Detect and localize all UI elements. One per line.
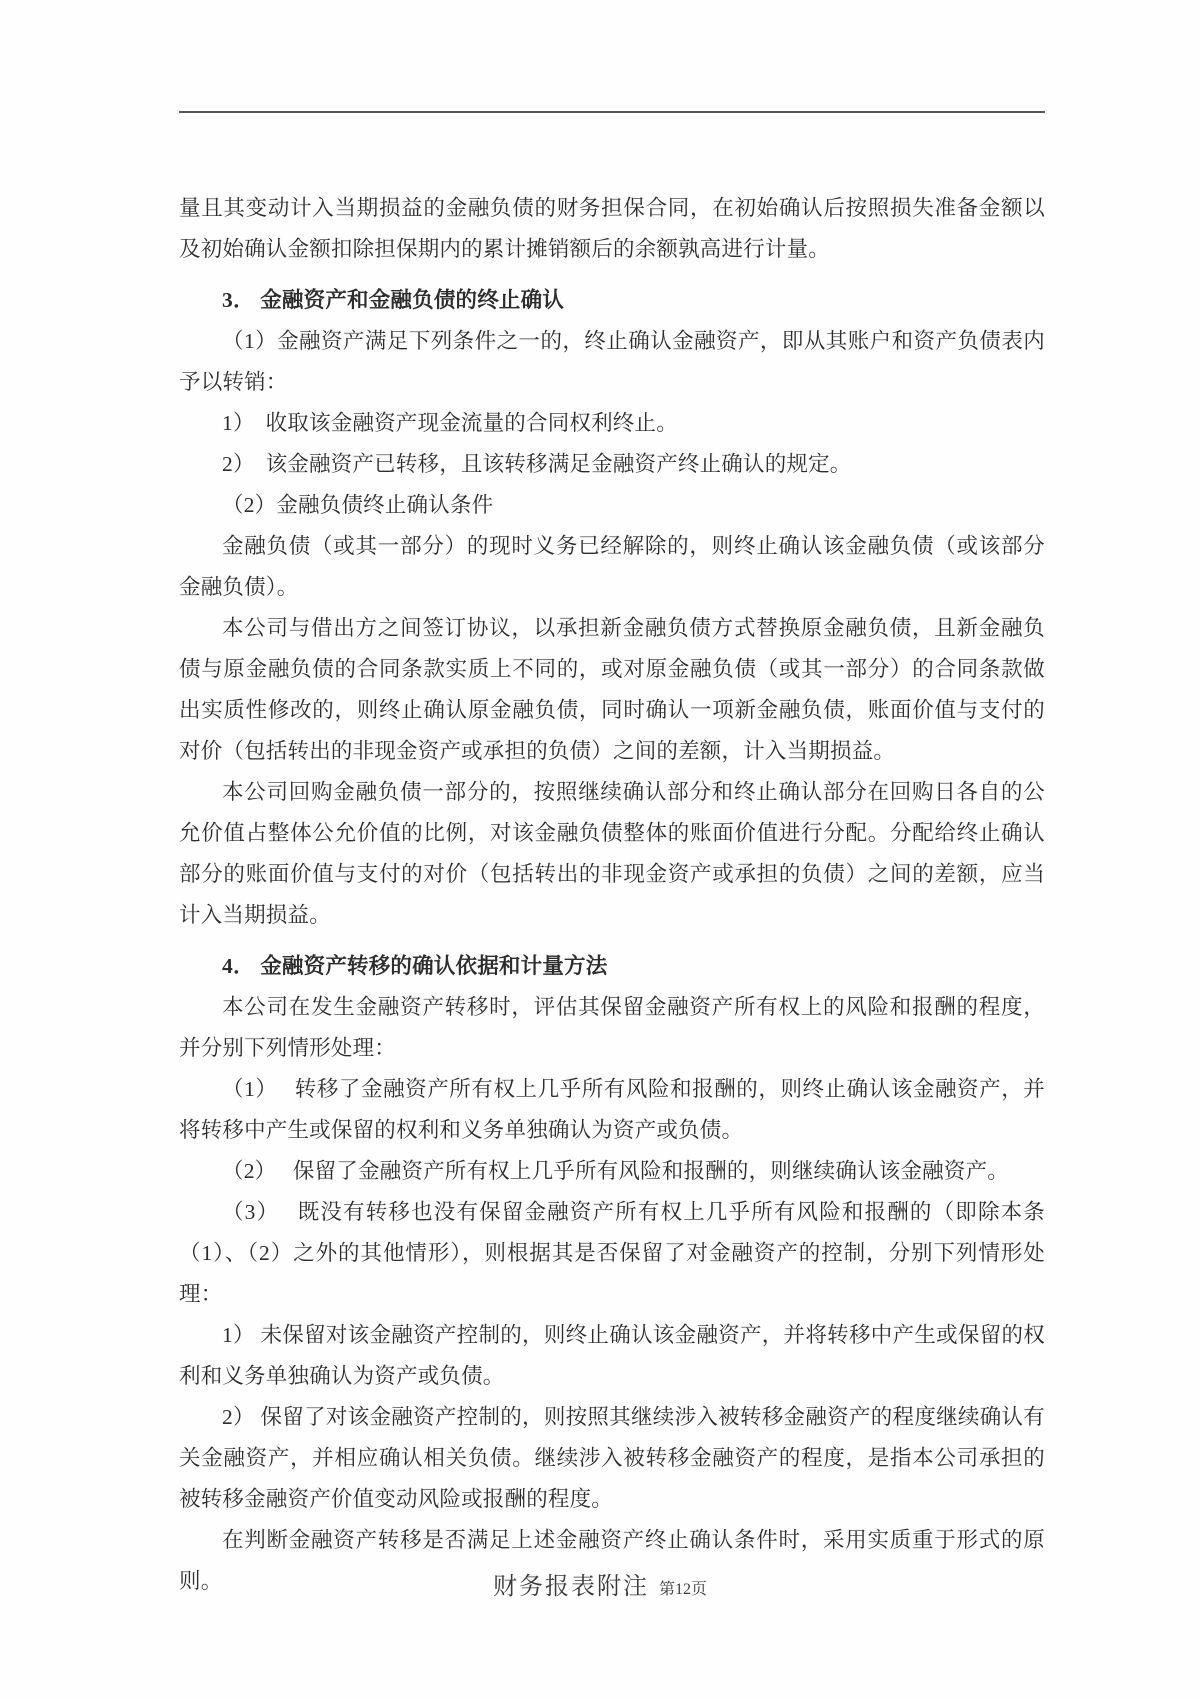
footer bbox=[0, 1566, 1200, 1601]
paragraph: 2） 保留了对该金融资产控制的，则按照其继续涉入被转移金融资产的程度继续确认有关金融资产，并相应确认相关负债。继续涉入被转移金融资产的程度，是指本公司承担的被转移金融资产价值变动风险或报酬的程度。 bbox=[179, 1405, 1045, 1511]
paragraph: 金融负债（或其一部分）的现时义务已经解除的，则终止确认该金融负债（或该部分金融负债）。 bbox=[179, 534, 1045, 599]
paragraph: 1） 未保留对该金融资产控制的，则终止确认该金融资产，并将转移中产生或保留的权利和义务单独确认为资产或负债。 bbox=[179, 1323, 1045, 1388]
paragraph: （2） 保留了金融资产所有权上几乎所有风险和报酬的，则继续确认该金融资产。 bbox=[222, 1159, 1009, 1183]
paragraph: 2） 该金融资产已转移，且该转移满足金融资产终止确认的规定。 bbox=[222, 452, 852, 476]
header-rule bbox=[179, 111, 1045, 113]
document-body bbox=[179, 188, 1045, 1602]
paragraph: （2）金融负债终止确认条件 bbox=[222, 493, 494, 517]
paragraph: 在判断金融资产转移是否满足上述金融资产终止确认条件时，采用实质重于形式的原则。 bbox=[179, 1528, 1045, 1593]
paragraph: 本公司与借出方之间签订协议，以承担新金融负债方式替换原金融负债，且新金融负债与原金融负债的合同条款实质上不同的，或对原金融负债（或其一部分）的合同条款做出实质性修改的，则终止确认原金融负债，同时确认一项新金融负债，账面价值与支付的对价（包括转出的非现金资产或承担的负债）之间的差额，计入当期损益。 bbox=[179, 616, 1045, 763]
paragraph: （1） 转移了金融资产所有权上几乎所有风险和报酬的，则终止确认该金融资产，并将转移中产生或保留的权利和义务单独确认为资产或负债。 bbox=[179, 1077, 1045, 1142]
paragraph: （3） 既没有转移也没有保留金融资产所有权上几乎所有风险和报酬的（即除本条（1）、（2）之外的其他情形），则根据其是否保留了对金融资产的控制，分别下列情形处理： bbox=[179, 1200, 1045, 1306]
paragraph: 本公司回购金融负债一部分的，按照继续确认部分和终止确认部分在回购日各自的公允价值占整体公允价值的比例，对该金融负债整体的账面价值进行分配。分配给终止确认部分的账面价值与支付的对价（包括转出的非现金资产或承担的负债）之间的差额，应当计入当期损益。 bbox=[179, 780, 1045, 927]
section-heading: 4． 金融资产转移的确认依据和计量方法 bbox=[222, 954, 608, 978]
footer-page-number: 第12页 bbox=[658, 1581, 707, 1598]
paragraph: （1）金融资产满足下列条件之一的，终止确认金融资产，即从其账户和资产负债表内予以转销： bbox=[179, 329, 1045, 394]
paragraph: 量且其变动计入当期损益的金融负债的财务担保合同，在初始确认后按照损失准备金额以及初始确认金额扣除担保期内的累计摊销额后的余额孰高进行计量。 bbox=[179, 196, 1045, 261]
paragraph: 1） 收取该金融资产现金流量的合同权利终止。 bbox=[222, 411, 678, 435]
footer-title: 财务报表附注 bbox=[492, 1574, 649, 1600]
section-heading: 3． 金融资产和金融负债的终止确认 bbox=[222, 288, 565, 312]
paragraph: 本公司在发生金融资产转移时，评估其保留金融资产所有权上的风险和报酬的程度，并分别下列情形处理： bbox=[179, 995, 1045, 1060]
